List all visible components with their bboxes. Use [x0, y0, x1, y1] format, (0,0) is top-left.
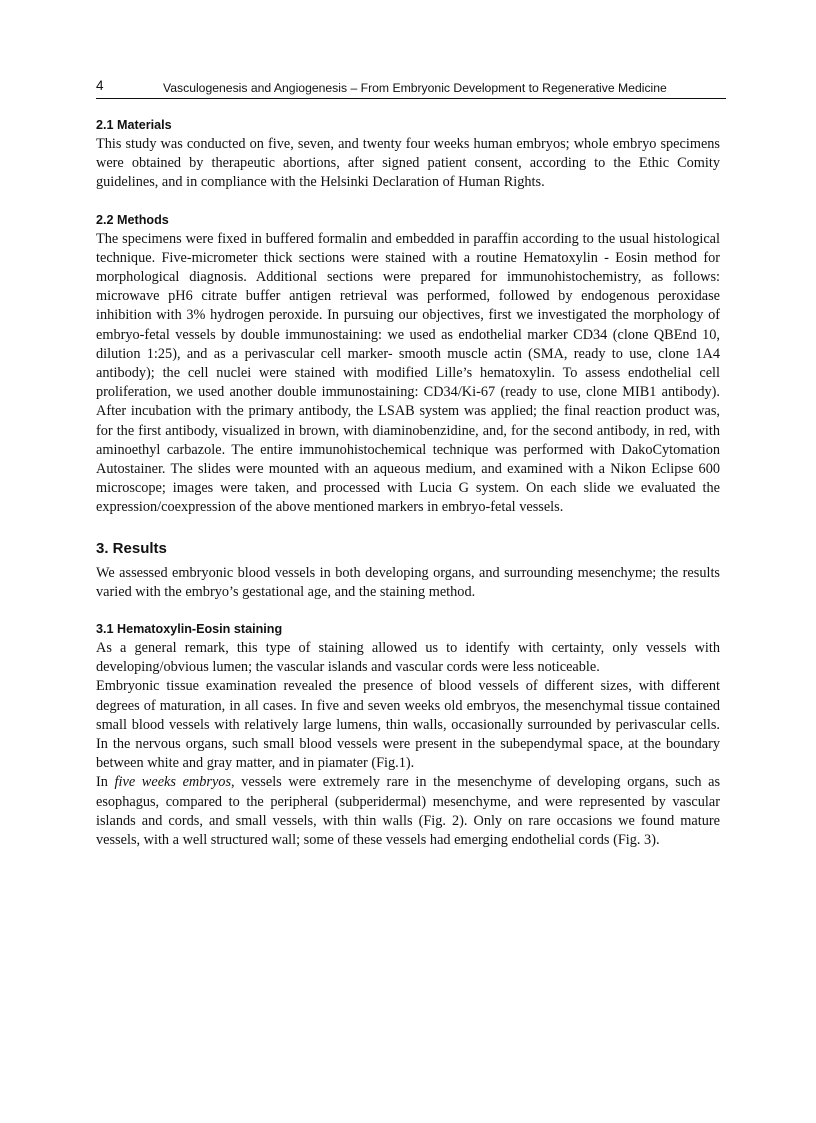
paragraph-he-3	[96, 773, 720, 850]
section-heading-materials: 2.1 Materials	[96, 118, 172, 132]
paragraph-materials: This study was conducted on five, seven, and twenty four weeks human embryos; whole embryo specimens were obtained by therapeutic abortions, after signed patient consent, according to the Ethic Comity guidelines, and in compliance with the Helsinki Declaration of Human Rights.	[96, 136, 720, 191]
paragraph-he-2: Embryonic tissue examination revealed the presence of blood vessels of different sizes, with different degrees of maturation, in all cases. In five and seven weeks old embryos, the mesenchymal tissue contained small blood vessels with relatively large lumens, thin walls, occasionally surrounded by perivascular cells. In the nervous organs, such small blood vessels were present in the subependymal space, at the boundary between white and gray matter, and in piamater (Fig.1).	[96, 678, 720, 772]
paragraph-he-1: As a general remark, this type of staining allowed us to identify with certainty, only vessels with developing/obvious lumen; the vascular islands and vascular cords were less noticeable.	[96, 640, 720, 676]
section-heading-he-staining: 3.1 Hematoxylin-Eosin staining	[96, 622, 283, 637]
paragraph-he-3-text: , vessels were extremely rare in the mesenchyme of developing organs, such as esophagus, compared to the peripheral (subperidermal) mesenchyme, and were represented by vascular islands and cords, and small vessels, with thin walls (Fig. 2). Only on rare occasions we found mature vessels, with a well structured wall; some of these vessels had emerging endothelial cords (Fig. 3).	[96, 774, 721, 849]
running-title: Vasculogenesis and Angiogenesis – From Embryonic Development to Regenerative Medicine	[163, 81, 667, 95]
paragraph-methods: The specimens were fixed in buffered formalin and embedded in paraffin according to the usual histological technique. Five-micrometer thick sections were stained with a routine Hematoxylin - Eosin method for morphological diagnosis. Additional sections were prepared for immunohistochemistry, as follows: microwave pH6 citrate buffer antigen retrieval was performed, followed by endogenous peroxidase inhibition with 3% hydrogen peroxide. In pursuing our objectives, first we investigated the morphology of embryo-fetal vessels by double immunostaining: we used as endothelial marker CD34 (clone QBEnd 10, dilution 1:25), and as a perivascular cell marker- smooth muscle actin (SMA, ready to use, clone 1A4 antibody); the cell nuclei were stained with modified Lille’s hematoxylin. To assess endothelial cell proliferation, we used another double immunostaining: CD34/Ki-67 (ready to use, clone MIB1 antibody). After incubation with the primary antibody, the LSAB system was applied; the final reaction product was, for the first antibody, visualized in brown, with diaminobenzidine, and, for the second antibody, in red, with aminoethyl carbazole. The entire immunohistochemical technique was performed with DakoCytomation Autostainer. The slides were mounted with an aqueous medium, and examined with a Nikon Eclipse 600 microscope; images were taken, and processed with Lucia G system. On each slide we evaluated the expression/coexpression of the above mentioned markers in embryo-fetal vessels.	[96, 230, 720, 516]
italic-five-weeks-embryos: five weeks embryos	[114, 774, 232, 791]
section-heading-results: 3. Results	[96, 539, 167, 557]
running-header	[96, 80, 726, 99]
paragraph-he-3-prefix: In	[96, 774, 115, 791]
paragraph-results: We assessed embryonic blood vessels in both developing organs, and surrounding mesenchyme; the results varied with the embryo’s gestational age, and the staining method.	[96, 564, 720, 600]
main-content	[96, 116, 720, 850]
section-heading-methods: 2.2 Methods	[96, 212, 169, 227]
page-number: 4	[96, 78, 104, 93]
